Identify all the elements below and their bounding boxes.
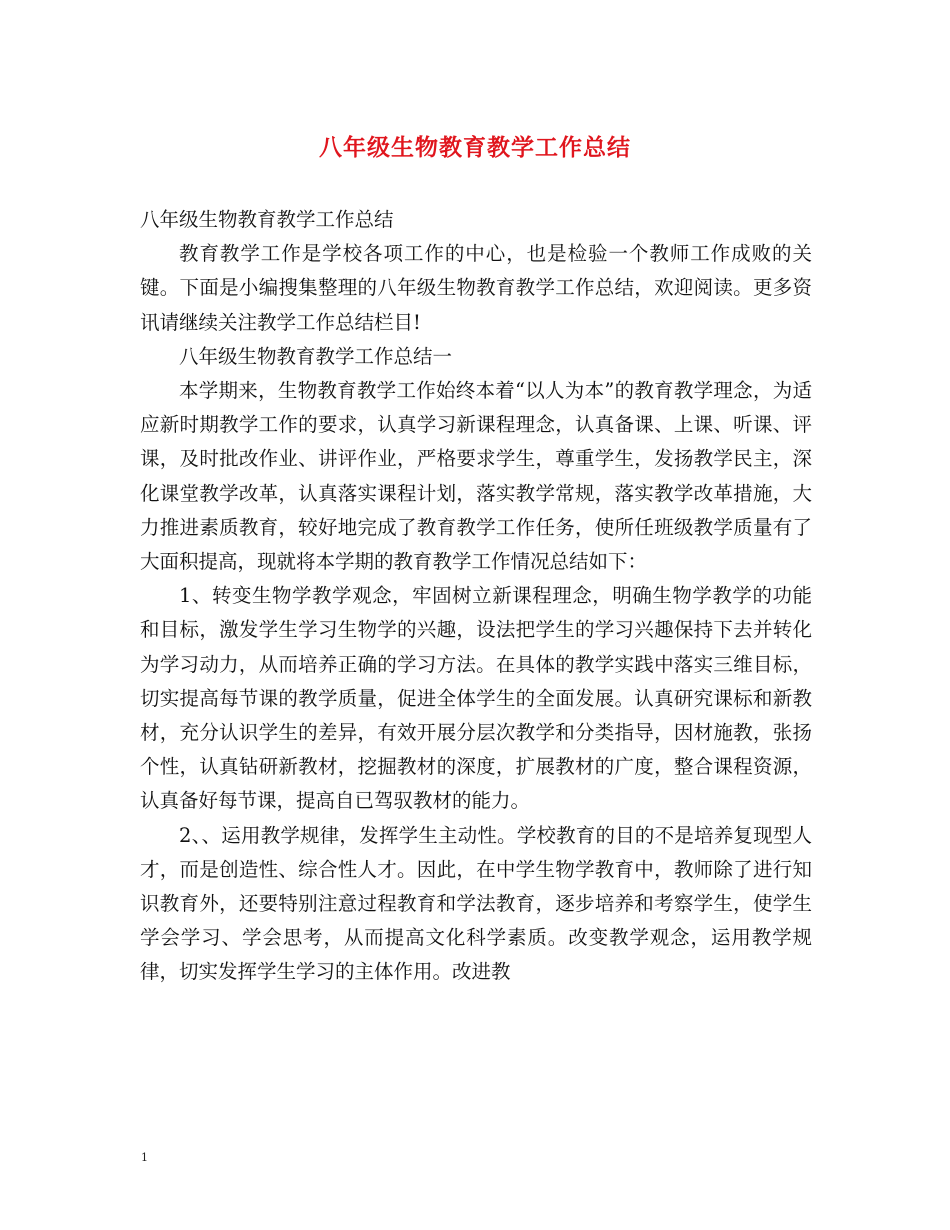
document-body <box>140 203 812 990</box>
intro-paragraph: 教育教学工作是学校各项工作的中心，也是检验一个教师工作成败的关键。下面是小编搜集整理的八年级生物教育教学工作总结，欢迎阅读。更多资讯请继续关注教学工作总结栏目! <box>140 242 812 334</box>
section-heading: 八年级生物教育教学工作总结一 <box>179 344 453 368</box>
body-paragraph: 1、转变生物学教学观念，牢固树立新课程理念，明确生物学教学的功能和目标，激发学生学习生物学的兴趣，设法把学生的学习兴趣保持下去并转化为学习动力，从而培养正确的学习方法。在具体的教学实践中落实三维目标，切实提高每节课的教学质量，促进全体学生的全面发展。认真研究课标和新教材，充分认识学生的差异，有效开展分层次教学和分类指导，因材施教，张扬个性，认真钻研新教材，挖掘教材的深度，扩展教材的广度，整合课程资源，认真备好每节课，提高自已驾驭教材的能力。 <box>140 584 812 813</box>
body-paragraph: 2、、运用教学规律，发挥学生主动性。学校教育的目的不是培养复现型人才，而是创造性、综合性人才。因此，在中学生物学教育中，教师除了进行知识教育外，还要特别注意过程教育和学法教育，逐步培养和考察学生，使学生学会学习、学会思考，从而提高文化科学素质。改变教学观念，运用教学规律，切实发挥学生学习的主体作用。改进教 <box>140 823 812 984</box>
page-number: 1 <box>141 1151 148 1164</box>
body-paragraph: 本学期来，生物教育教学工作始终本着“以人为本”的教育教学理念，为适应新时期教学工作的要求，认真学习新课程理念，认真备课、上课、听课、评课，及时批改作业、讲评作业，严格要求学生，尊重学生，发扬教学民主，深化课堂教学改革，认真落实课程计划，落实教学常规，落实教学改革措施，大力推进素质教育，较好地完成了教育教学工作任务，使所任班级教学质量有了大面积提高，现就将本学期的教育教学工作情况总结如下： <box>140 379 812 574</box>
document-title: 八年级生物教育教学工作总结 <box>319 134 631 161</box>
subtitle-paragraph: 八年级生物教育教学工作总结 <box>140 208 394 231</box>
